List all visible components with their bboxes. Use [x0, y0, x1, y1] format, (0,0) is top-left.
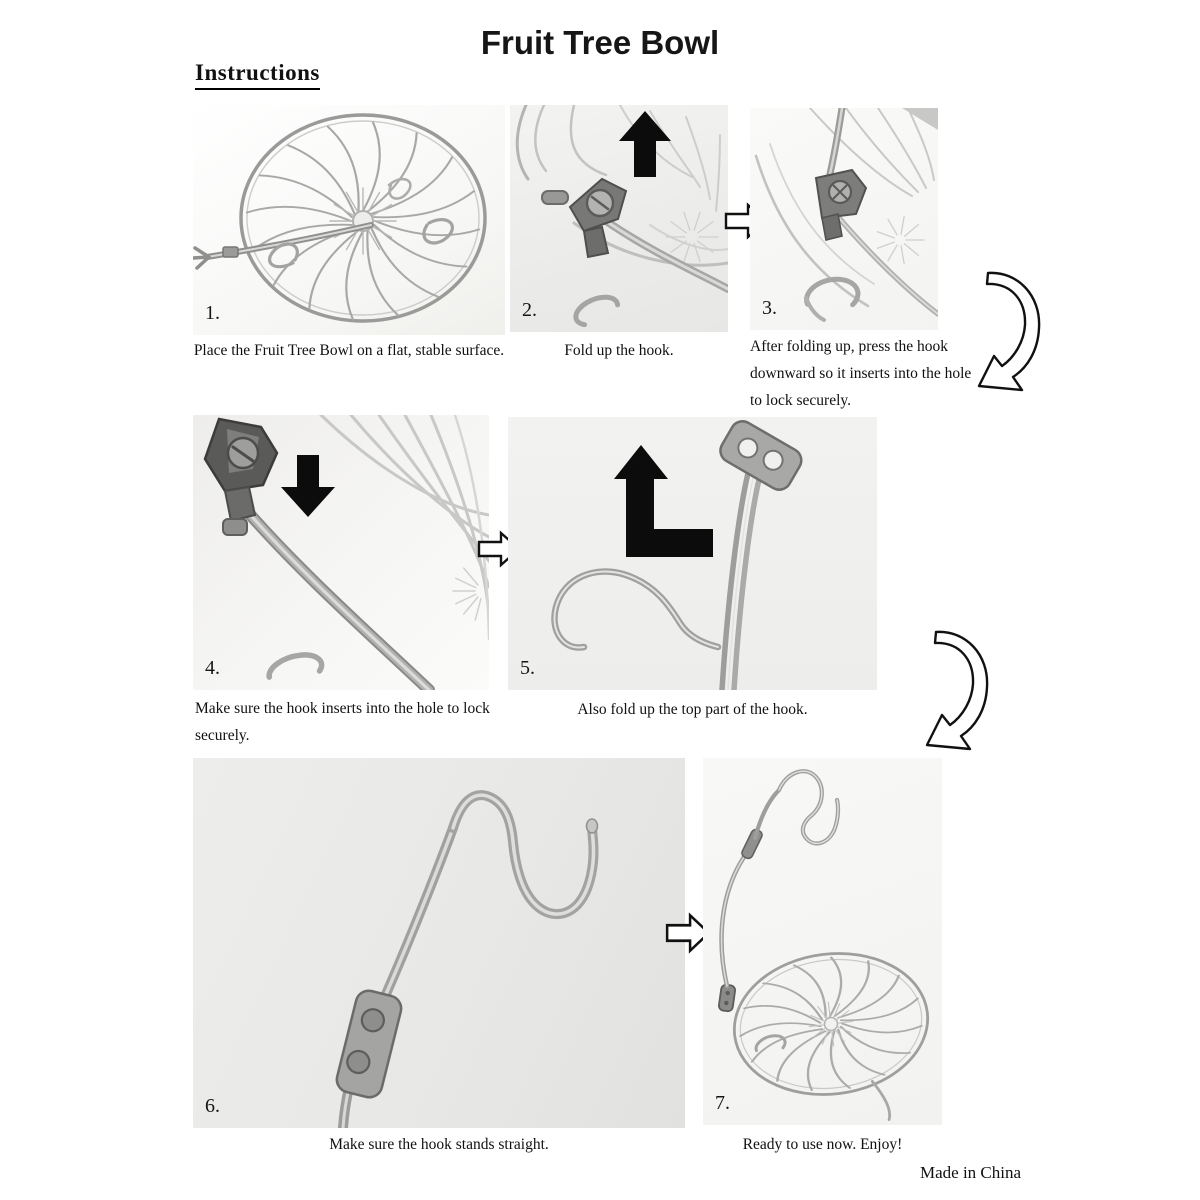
step-4-photo	[193, 415, 489, 690]
step-5-number: 5.	[520, 657, 535, 679]
step-7-number: 7.	[715, 1092, 730, 1114]
step-2-caption: Fold up the hook.	[564, 342, 674, 359]
row2-to-row3-curved-arrow-icon	[920, 626, 994, 758]
step-3-photo	[750, 108, 938, 330]
top-hook-fold-illustration	[508, 417, 877, 690]
step-6-number: 6.	[205, 1095, 220, 1117]
row1-to-row2-curved-arrow-icon	[972, 268, 1046, 398]
step-3-caption: After folding up, press the hook downward so it inserts into the hole to lock securely.	[750, 338, 972, 410]
step-2-number: 2.	[522, 299, 537, 321]
hook-locked-illustration	[750, 108, 938, 330]
bowl-top-view-illustration	[193, 105, 505, 335]
step-1-caption: Place the Fruit Tree Bowl on a flat, stable surface.	[193, 342, 505, 359]
down-arrow-icon	[281, 455, 335, 517]
hinge-closeup-illustration	[510, 105, 728, 332]
step-1-number: 1.	[205, 302, 220, 324]
step-1-photo	[193, 105, 505, 335]
page-title: Fruit Tree Bowl	[480, 24, 720, 61]
assembled-fruit-tree-bowl-illustration	[703, 758, 942, 1125]
instructions-heading: Instructions	[195, 60, 320, 90]
step-6-caption: Make sure the hook stands straight.	[329, 1136, 549, 1153]
stand-clamp	[740, 828, 763, 860]
step-4-caption: Make sure the hook inserts into the hole to lock securely.	[195, 700, 490, 745]
step-7-caption: Ready to use now. Enjoy!	[742, 1136, 903, 1153]
step-7-photo	[703, 758, 942, 1125]
made-in-china-label: Made in China	[920, 1163, 1022, 1182]
step-6-photo	[193, 758, 685, 1128]
hinge-clamp	[205, 419, 277, 535]
step-5-photo	[508, 417, 877, 690]
bent-up-arrow-icon	[614, 445, 713, 557]
bowl-attach-knob	[718, 984, 735, 1012]
step-2-photo	[510, 105, 728, 332]
up-arrow-icon	[619, 111, 671, 177]
step-4-number: 4.	[205, 657, 220, 679]
middle-clamp-plate	[334, 988, 404, 1100]
hinge-clamp	[816, 170, 866, 240]
step-5-caption: Also fold up the top part of the hook.	[577, 701, 808, 718]
step-3-number: 3.	[762, 297, 777, 319]
hook-insert-closeup-illustration	[193, 415, 489, 690]
straight-hook-illustration	[193, 758, 685, 1128]
